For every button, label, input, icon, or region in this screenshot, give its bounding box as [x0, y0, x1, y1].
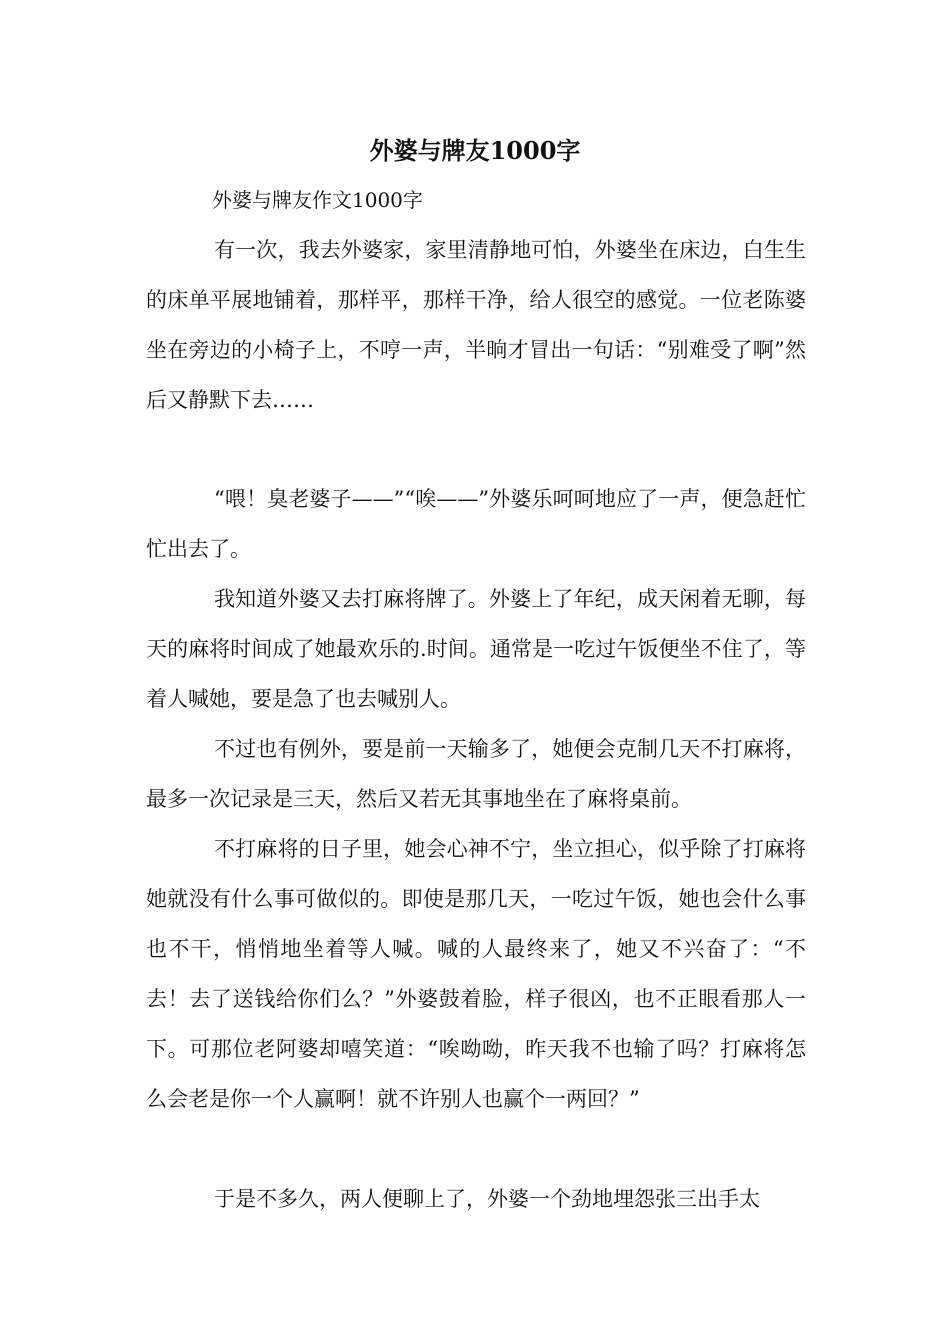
paragraph-5: 不打麻将的日子里，她会心神不宁，坐立担心，似乎除了打麻将她就没有什么事可做似的。即使是那几天，一吃过午饭，她也会什么事也不干，悄悄地坐着等人喊。喊的人最终来了，她又不兴奋了：“不去！去了送钱给你们么？”外婆鼓着脸，样子很凶，也不正眼看那人一下。可那位老阿婆却嘻笑道：“唉呦呦，昨天我不也输了吗？打麻将怎么会老是你一个人赢啊！就不许别人也赢个一两回？”: [146, 837, 806, 1111]
document-subtitle: 外婆与牌友作文1000字: [212, 188, 423, 212]
paragraph-3: 我知道外婆又去打麻将牌了。外婆上了年纪，成天闲着无聊，每天的麻将时间成了她最欢乐的.时间。通常是一吃过午饭便坐不住了，等着人喊她，要是急了也去喊别人。: [146, 587, 806, 711]
paragraph-1: 有一次，我去外婆家，家里清静地可怕，外婆坐在床边，白生生的床单平展地铺着，那样平，那样干净，给人很空的感觉。一位老陈婆坐在旁边的小椅子上，不哼一声，半晌才冒出一句话：“别难受了啊”然后又静默下去……: [146, 238, 806, 412]
paragraph-6: 于是不多久，两人便聊上了，外婆一个劲地埋怨张三出手太: [214, 1187, 760, 1211]
paragraph-4: 不过也有例外，要是前一天输多了，她便会克制几天不打麻将，最多一次记录是三天，然后又若无其事地坐在了麻将桌前。: [146, 737, 806, 811]
document-title: 外婆与牌友1000字: [369, 136, 581, 165]
paragraph-2: “喂！臭老婆子——”“唉——”外婆乐呵呵地应了一声，便急赶忙忙出去了。: [146, 487, 806, 561]
